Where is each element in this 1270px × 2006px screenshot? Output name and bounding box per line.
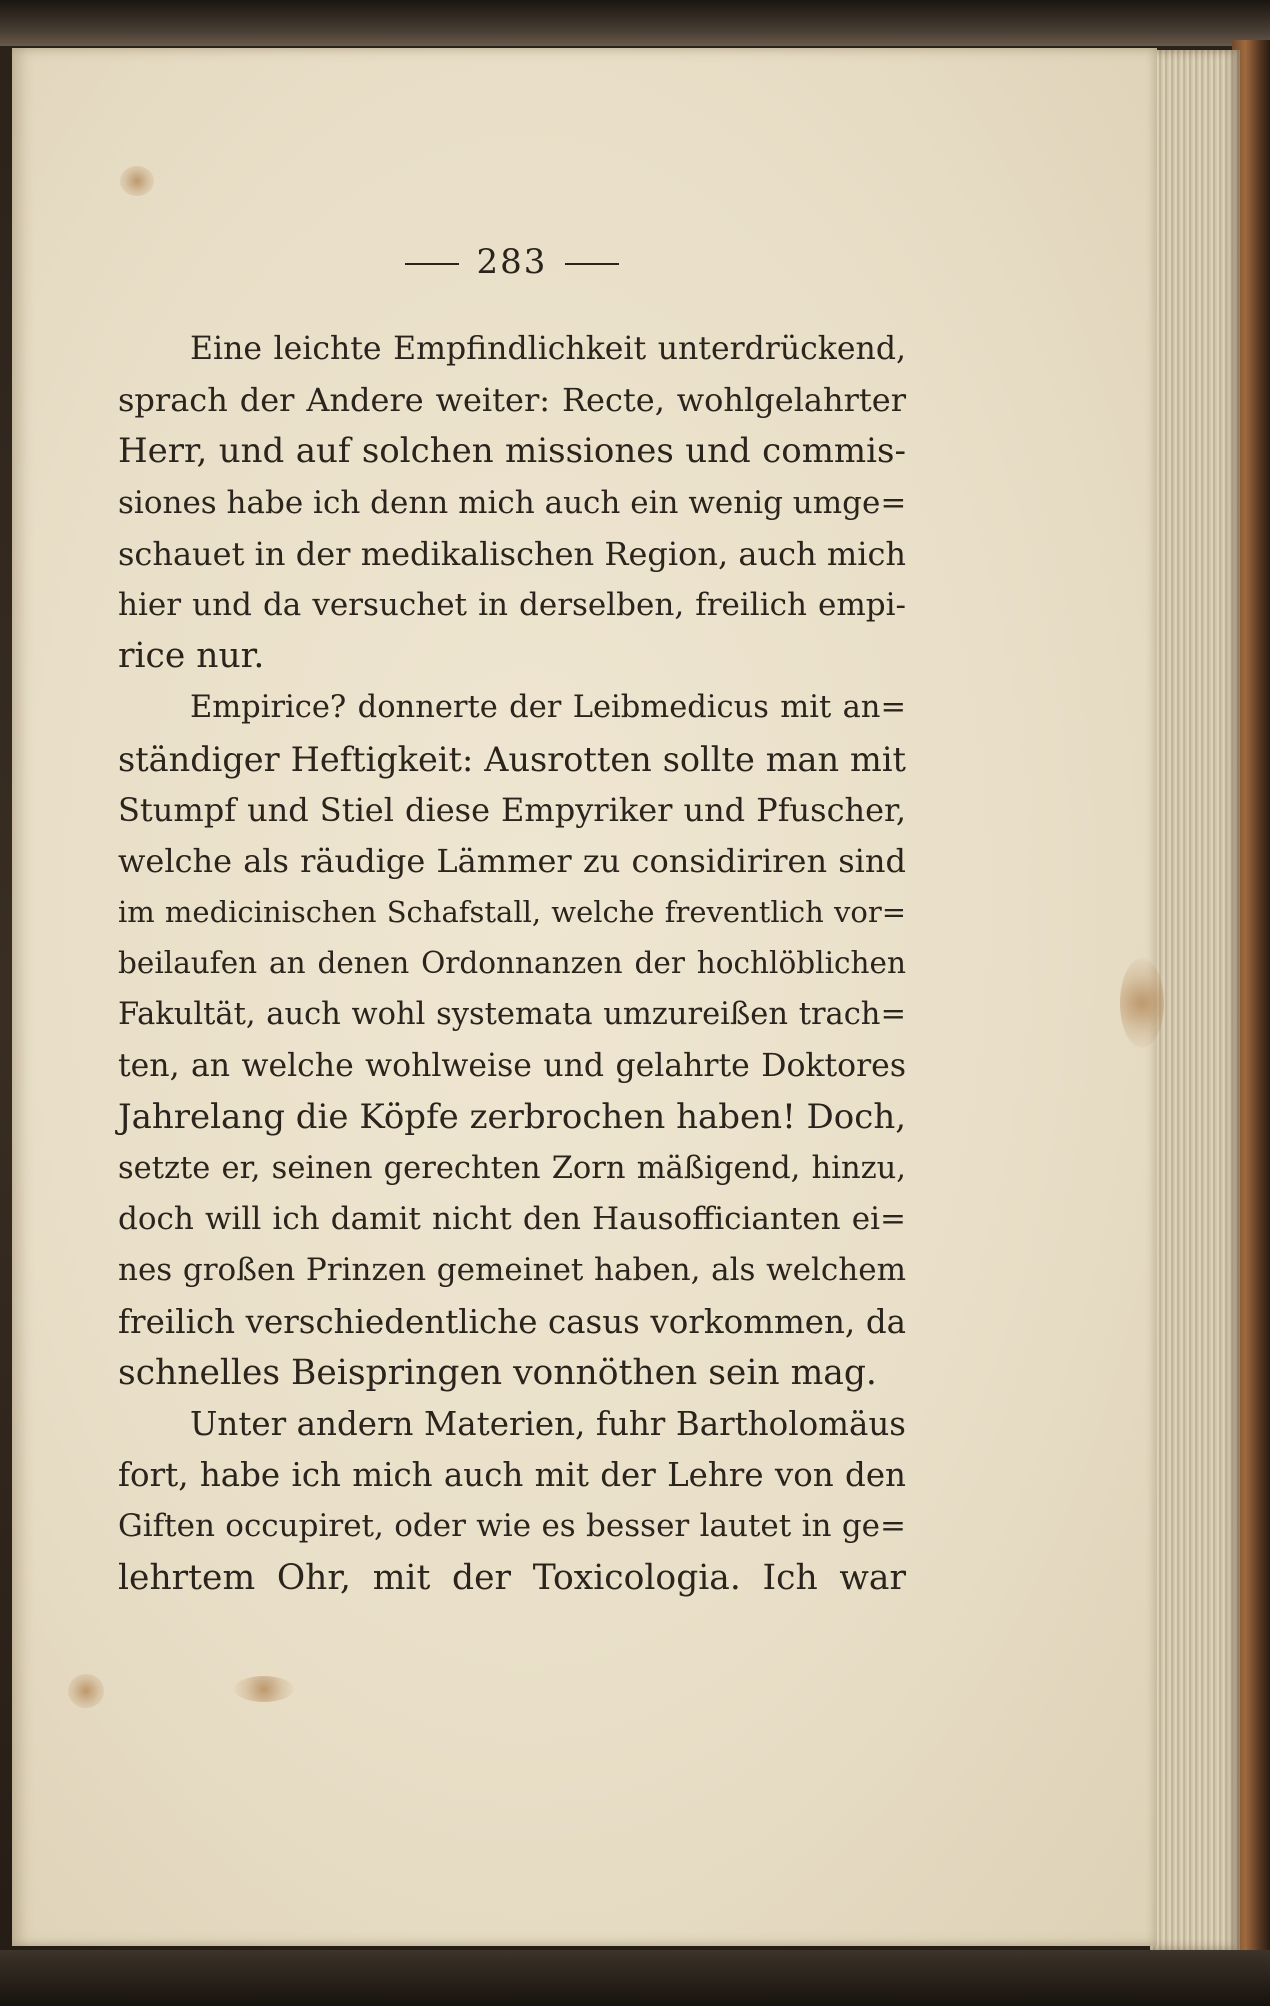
- text-line: lehrtem Ohr, mit der Toxicologia. Ich war: [118, 1557, 906, 1598]
- binding-bottom: [0, 1950, 1270, 2006]
- text-line: freilich verschiedentliche casus vorkommen, da: [118, 1302, 906, 1341]
- header-dash-left: [405, 263, 459, 265]
- header-dash-right: [565, 263, 619, 265]
- text-line: rice nur.: [118, 636, 265, 677]
- text-line: schnelles Beispringen vonnöthen sein mag.: [118, 1352, 877, 1393]
- text-line: Jahrelang die Köpfe zerbrochen haben! Doch,: [118, 1096, 907, 1137]
- foxing-stain: [68, 1674, 104, 1708]
- text-line: siones habe ich denn mich auch ein wenig umge=: [118, 484, 907, 521]
- page-number: 283: [476, 242, 548, 282]
- text-line: setzte er, seinen gerechten Zorn mäßigend, hinzu,: [118, 1151, 906, 1186]
- text-line: im medicinischen Schafstall, welche freventlich vor=: [118, 895, 906, 930]
- text-line: Herr, und auf solchen missiones und commis-: [118, 431, 906, 472]
- text-line: welche als räudige Lämmer zu considiriren sind: [118, 841, 906, 880]
- paragraph: [118, 324, 906, 682]
- text-line: Empirice? donnerte der Leibmedicus mit an=: [190, 690, 906, 726]
- text-line: beilaufen an denen Ordonnanzen der hochlöblichen: [118, 946, 906, 981]
- page-header: [118, 242, 906, 282]
- text-line: ständiger Heftigkeit: Ausrotten sollte man mit: [118, 739, 906, 779]
- paragraph: [118, 682, 906, 1399]
- text-line: Giften occupiret, oder wie es besser lautet in ge=: [118, 1508, 906, 1545]
- text-line: Eine leichte Empfindlichkeit unterdrückend,: [190, 331, 906, 367]
- binding-top: [0, 0, 1270, 46]
- body-text: [118, 324, 906, 1604]
- text-line: nes großen Prinzen gemeinet haben, als welchem: [118, 1252, 906, 1289]
- text-line: Unter andern Materien, fuhr Bartholomäus: [190, 1404, 906, 1443]
- text-line: Fakultät, auch wohl systemata umzureißen trach=: [118, 997, 906, 1033]
- text-line: Stumpf und Stiel diese Empyriker und Pfuscher,: [118, 790, 906, 829]
- text-line: fort, habe ich mich auch mit der Lehre von den: [118, 1456, 906, 1495]
- text-line: schauet in der medikalischen Region, auch mich: [118, 534, 906, 573]
- paragraph: [118, 1399, 906, 1604]
- text-line: hier und da versuchet in derselben, freilich empi-: [118, 586, 906, 623]
- foxing-stain: [120, 166, 154, 196]
- text-line: doch will ich damit nicht den Hausofficianten ei=: [118, 1201, 906, 1238]
- text-line: sprach der Andere weiter: Recte, wohlgelahrter: [118, 381, 906, 420]
- foxing-stain: [234, 1676, 294, 1702]
- foxing-stain: [1120, 958, 1164, 1048]
- text-line: ten, an welche wohlweise und gelahrte Doktores: [118, 1047, 906, 1084]
